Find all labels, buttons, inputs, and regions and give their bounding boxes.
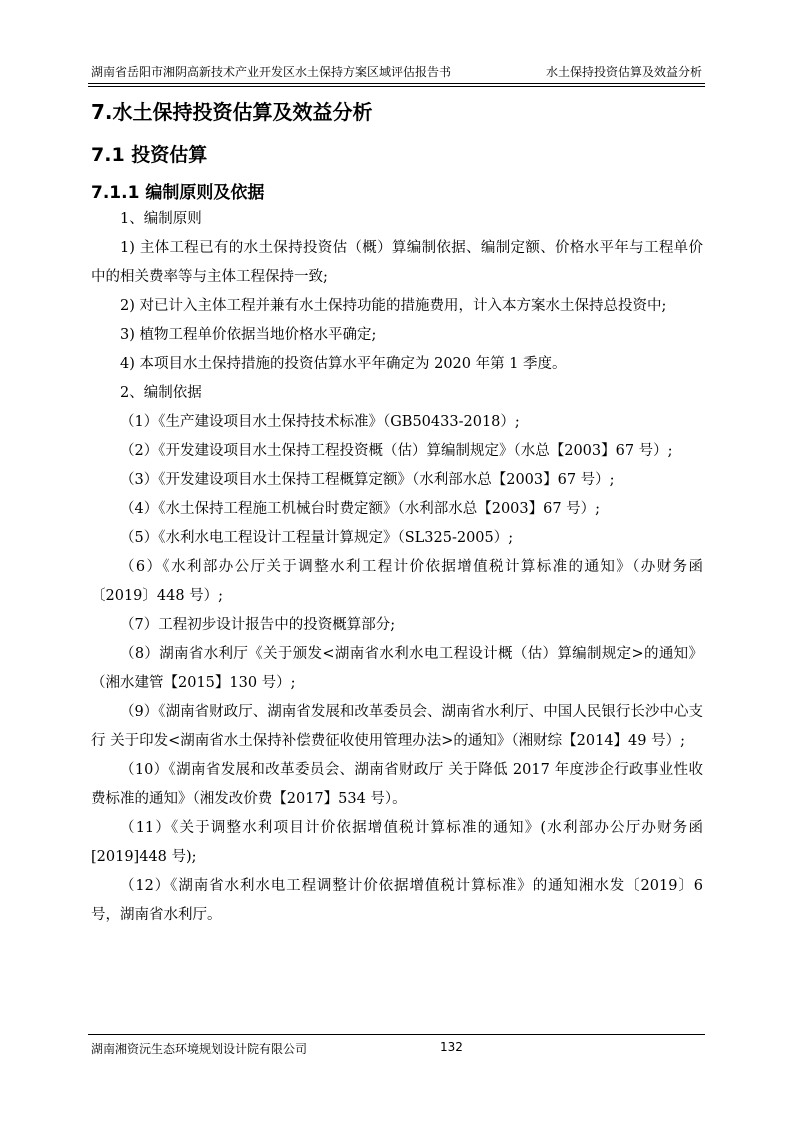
page-number: 132 [440,1040,463,1054]
paragraph-basis-4: （4）《水土保持工程施工机械台时费定额》（水利部水总【2003】67 号）; [120,501,601,517]
section-heading: 7.1 投资估算 [91,144,208,166]
paragraph-basis-7: （7）工程初步设计报告中的投资概算部分; [120,617,396,633]
chapter-heading: 7.水土保持投资估算及效益分析 [91,100,373,124]
paragraph-principle-1: 1) 主体工程已有的水土保持投资估（概）算编制依据、编制定额、价格水平年与工程单价中的相关费率等与主体工程保持一致; [91,240,703,285]
paragraph-basis-9: （9）《湖南省财政厅、湖南省发展和改革委员会、湖南省水利厅、中国人民银行长沙中心支行 关于印发<湖南省水土保持补偿费征收使用管理办法>的通知》（湘财综【2014】49 号）; [91,704,703,749]
paragraph-principle-3: 3) 植物工程单价依据当地价格水平确定; [120,327,377,343]
paragraph-basis-1: （1）《生产建设项目水土保持技术标准》（GB50433-2018）; [120,414,520,430]
footer-organization: 湖南湘资沅生态环境规划设计院有限公司 [91,1042,308,1056]
paragraph-basis-10: （10）《湖南省发展和改革委员会、湖南省财政厅 关于降低 2017 年度涉企行政事业性收费标准的通知》（湘发改价费【2017】534 号）。 [91,762,703,807]
subsection-heading: 7.1.1 编制原则及依据 [91,183,265,203]
paragraph-principles-title: 1、编制原则 [120,211,202,227]
paragraph-basis-6: （6）《水利部办公厅关于调整水利工程计价依据增值税计算标准的通知》（办财务函〔2019〕448 号）; [91,559,703,604]
paragraph-principle-2: 2) 对已计入主体工程并兼有水土保持功能的措施费用，计入本方案水土保持总投资中; [120,298,667,314]
paragraph-basis-title: 2、编制依据 [120,385,202,401]
header-rule-secondary [88,86,705,87]
paragraph-basis-3: （3）《开发建设项目水土保持工程概算定额》（水利部水总【2003】67 号）; [120,472,615,488]
paragraph-principle-4: 4) 本项目水土保持措施的投资估算水平年确定为 2020 年第 1 季度。 [120,356,567,372]
header-rule [88,83,705,84]
header-chapter-title: 水土保持投资估算及效益分析 [545,65,702,79]
footer-rule [88,1034,705,1035]
header-document-title: 湖南省岳阳市湘阴高新技术产业开发区水土保持方案区域评估报告书 [91,65,452,79]
paragraph-basis-12: （12）《湖南省水利水电工程调整计价依据增值税计算标准》的通知湘水发〔2019〕6 号，湖南省水利厅。 [91,878,703,923]
paragraph-basis-2: （2）《开发建设项目水土保持工程投资概（估）算编制规定》（水总【2003】67 号）; [120,443,673,459]
paragraph-basis-11: （11）《关于调整水利项目计价依据增值税计算标准的通知》(水利部办公厅办财务函[2019]448 号); [91,820,703,865]
paragraph-basis-8: （8）湖南省水利厅《关于颁发<湖南省水利水电工程设计概（估）算编制规定>的通知》（湘水建管【2015】130 号）; [91,646,703,691]
body-text [91,205,703,930]
paragraph-basis-5: （5）《水利水电工程设计工程量计算规定》（SL325-2005）; [120,530,514,546]
